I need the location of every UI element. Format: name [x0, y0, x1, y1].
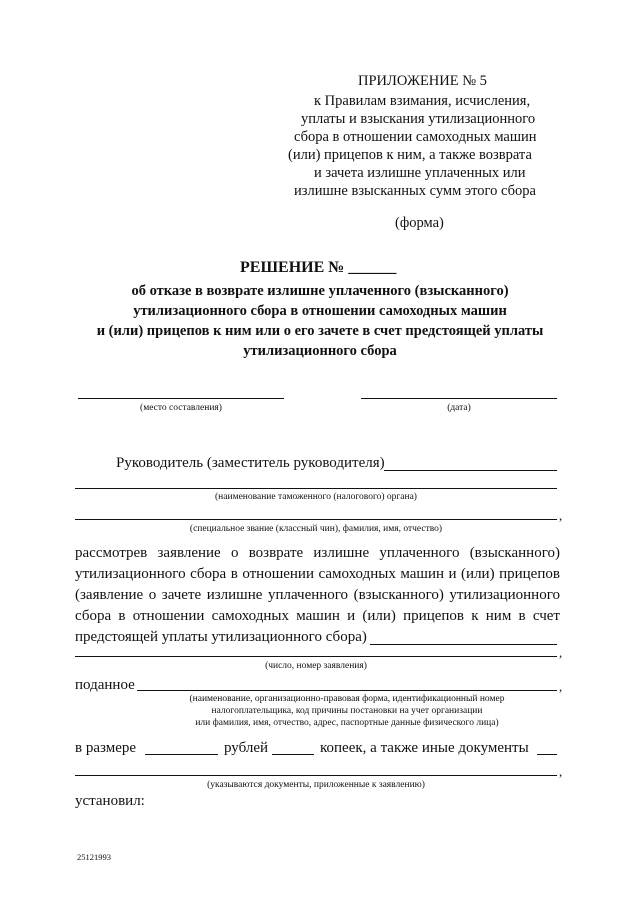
applicant-caption	[137, 693, 557, 729]
word: машин	[296, 608, 340, 624]
appendix-line-6: излишне взысканных сумм этого сбора	[294, 183, 536, 199]
word: машин	[400, 566, 445, 582]
considered-line-3	[75, 585, 560, 606]
place-line	[78, 398, 284, 399]
kopecks-line	[272, 754, 314, 755]
application-comma: ,	[559, 645, 563, 660]
application-line	[75, 656, 557, 657]
subtitle-line-4: утилизационного сбора	[243, 343, 397, 359]
word: сбора	[190, 566, 227, 582]
word: ним	[485, 608, 512, 624]
word: самоходных	[211, 608, 289, 624]
word: в	[118, 608, 126, 624]
word: утилизационного	[75, 566, 186, 582]
word: возврате	[248, 545, 304, 561]
decision-title: РЕШЕНИЕ № ______	[240, 259, 397, 276]
word: самоходных	[318, 566, 396, 582]
word: утилизационного	[449, 587, 560, 603]
word: о	[148, 587, 157, 603]
considered-paragraph	[75, 543, 560, 648]
word: рассмотрев	[75, 545, 148, 561]
word: уплаченного	[267, 587, 349, 603]
submitted-line	[137, 690, 557, 691]
considered-line-4	[75, 606, 560, 627]
authority-line	[75, 488, 557, 489]
considered-line-5: предстоящей уплаты утилизационного сбора)	[75, 629, 367, 645]
authority-caption: (наименование таможенного (налогового) органа)	[215, 492, 417, 502]
word: прицепов	[403, 608, 464, 624]
appendix-line-4: (или) прицепов к ним, а также возврата	[288, 147, 532, 163]
documents-comma: ,	[559, 764, 563, 779]
decision-subtitle	[0, 281, 640, 361]
considered-line-2	[75, 564, 560, 585]
submitted-label: поданное	[75, 677, 135, 693]
documents-fill-line	[537, 754, 557, 755]
applicant-caption-1: (наименование, организационно-правовая форма, идентификационный номер	[189, 694, 505, 704]
appendix-heading: ПРИЛОЖЕНИЕ № 5	[358, 73, 487, 89]
word: и	[347, 608, 356, 624]
considered-line-1	[75, 543, 560, 564]
word: отношении	[242, 566, 314, 582]
word: в	[230, 566, 238, 582]
word: зачете	[161, 587, 202, 603]
word: излишне	[206, 587, 263, 603]
word: отношении	[132, 608, 205, 624]
documents-caption: (указываются документы, приложенные к заявлению)	[207, 780, 425, 790]
rubles-line	[145, 754, 218, 755]
word: прицепов	[499, 566, 560, 582]
appendix-line-2: уплаты и взыскания утилизационного	[301, 111, 536, 127]
document-number: 25121993	[77, 852, 111, 862]
official-comma: ,	[559, 508, 563, 523]
subtitle-line-2: утилизационного сбора в отношении самоходных машин	[133, 303, 507, 319]
head-label: Руководитель (заместитель руководителя)	[116, 455, 385, 471]
amount-prefix: в размере	[75, 740, 137, 756]
established-label: установил:	[75, 793, 145, 809]
word: о	[230, 545, 239, 561]
applicant-caption-2: налогоплательщика, код причины постановки на учет организации	[211, 706, 483, 716]
date-caption: (дата)	[447, 403, 471, 413]
word: счет	[532, 608, 560, 624]
rubles-label: рублей	[224, 740, 269, 756]
word: уплаченного	[379, 545, 460, 561]
word: заявление	[157, 545, 221, 561]
word: сбора	[75, 608, 112, 624]
documents-line	[75, 775, 557, 776]
date-line	[361, 398, 557, 399]
appendix-line-1: к Правилам взимания, исчисления,	[314, 93, 531, 109]
considered-fill-line	[370, 644, 557, 645]
form-label: (форма)	[395, 215, 444, 231]
official-caption: (специальное звание (классный чин), фамилия, имя, отчество)	[189, 524, 443, 534]
application-caption: (число, номер заявления)	[265, 661, 367, 671]
word: в	[518, 608, 526, 624]
head-line	[384, 470, 557, 471]
kopecks-label: копеек, а также иные документы	[320, 740, 529, 756]
official-line	[75, 519, 557, 520]
subtitle-line-1: об отказе в возврате излишне уплаченного (взысканного)	[131, 283, 509, 299]
word: (или)	[362, 608, 396, 624]
word: (или)	[461, 566, 495, 582]
word: (взысканного)	[469, 545, 560, 561]
appendix-line-5: и зачета излишне уплаченных или	[314, 165, 526, 181]
word: (взысканного)	[353, 587, 444, 603]
place-caption: (место составления)	[140, 403, 222, 413]
submitted-comma: ,	[559, 679, 563, 694]
word: и	[448, 566, 457, 582]
appendix-line-3: сбора в отношении самоходных машин	[294, 129, 537, 145]
subtitle-line-3: и (или) прицепов к ним или о его зачете в счет предстоящей уплаты	[96, 323, 544, 339]
word: к	[471, 608, 479, 624]
word: (заявление	[75, 587, 144, 603]
word: излишне	[313, 545, 370, 561]
applicant-caption-3: или фамилия, имя, отчество, адрес, паспортные данные физического лица)	[195, 718, 499, 728]
